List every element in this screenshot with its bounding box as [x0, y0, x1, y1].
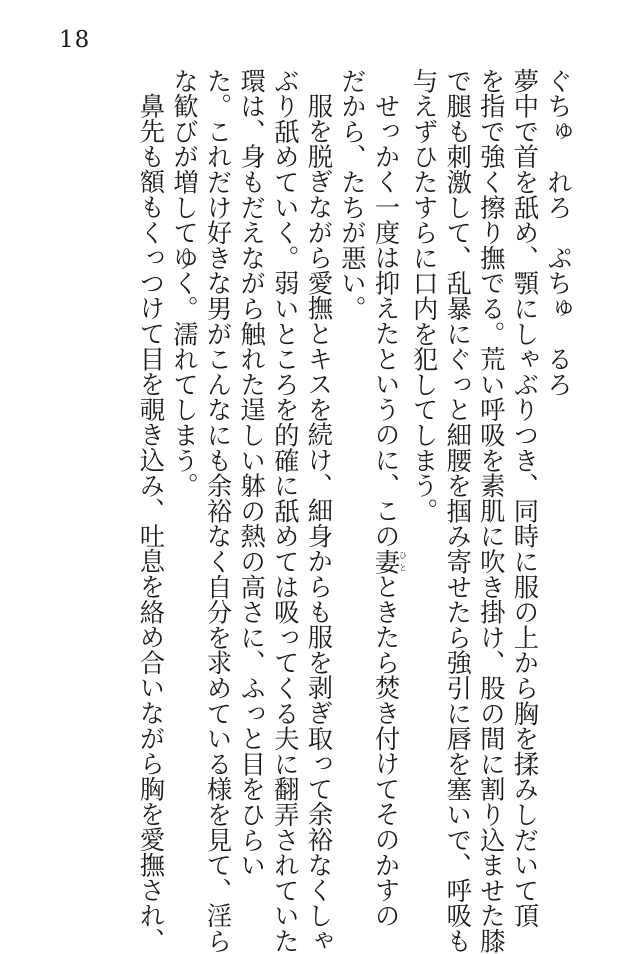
- text-line: 服を脱ぎながら愛撫とキスを続け、細身からも服を剥ぎ取って余裕なくしゃ: [304, 93, 334, 954]
- ruby-reading: ひと: [398, 548, 408, 575]
- text-line: た。これだけ好きな男がこんなにも余裕なく自分を求めている様を見て、淫ら: [203, 68, 233, 954]
- text-line: ぶり舐めていく。弱いところを的確に舐めては吸ってくる夫に翻弄されていた: [270, 68, 300, 954]
- text-line: だから、たちが悪い。: [337, 68, 367, 321]
- text-line: 夢中で首を舐め、顎にしゃぶりつき、同時に服の上から胸を揉みしだいて頂: [510, 68, 540, 929]
- text-line: な歓びが増してゆく。濡れてしまう。: [169, 68, 199, 499]
- text-line: 与えずひたすらに口内を犯してしまう。: [409, 68, 439, 524]
- text-line: を指で強く擦り撫でる。荒い呼吸を素肌に吹き掛け、股の間に割り込ませた膝: [476, 68, 506, 954]
- text-line: 鼻先も額もくっつけて目を覗き込み、吐息を絡め合いながら胸を愛撫され、: [136, 93, 166, 954]
- ruby-annotation: 妻ひと: [371, 548, 408, 575]
- text-line: 環は、身もだえながら触れた逞しい躰の熱の高さに、ふっと目をひらい: [237, 68, 267, 878]
- page-number: 18: [59, 27, 91, 53]
- vertical-text-body: [55, 68, 575, 954]
- text-line: せっかく一度は抑えたというのに、この妻ひとときたら焚き付けてそのかすの: [371, 93, 408, 929]
- text-line: で腿も刺激して、乱暴にぐっと細腰を掴み寄せたら強引に唇を塞いで、呼吸も: [443, 68, 473, 954]
- text-line: ぐちゅ れろ ぷちゅ るろ: [544, 68, 573, 397]
